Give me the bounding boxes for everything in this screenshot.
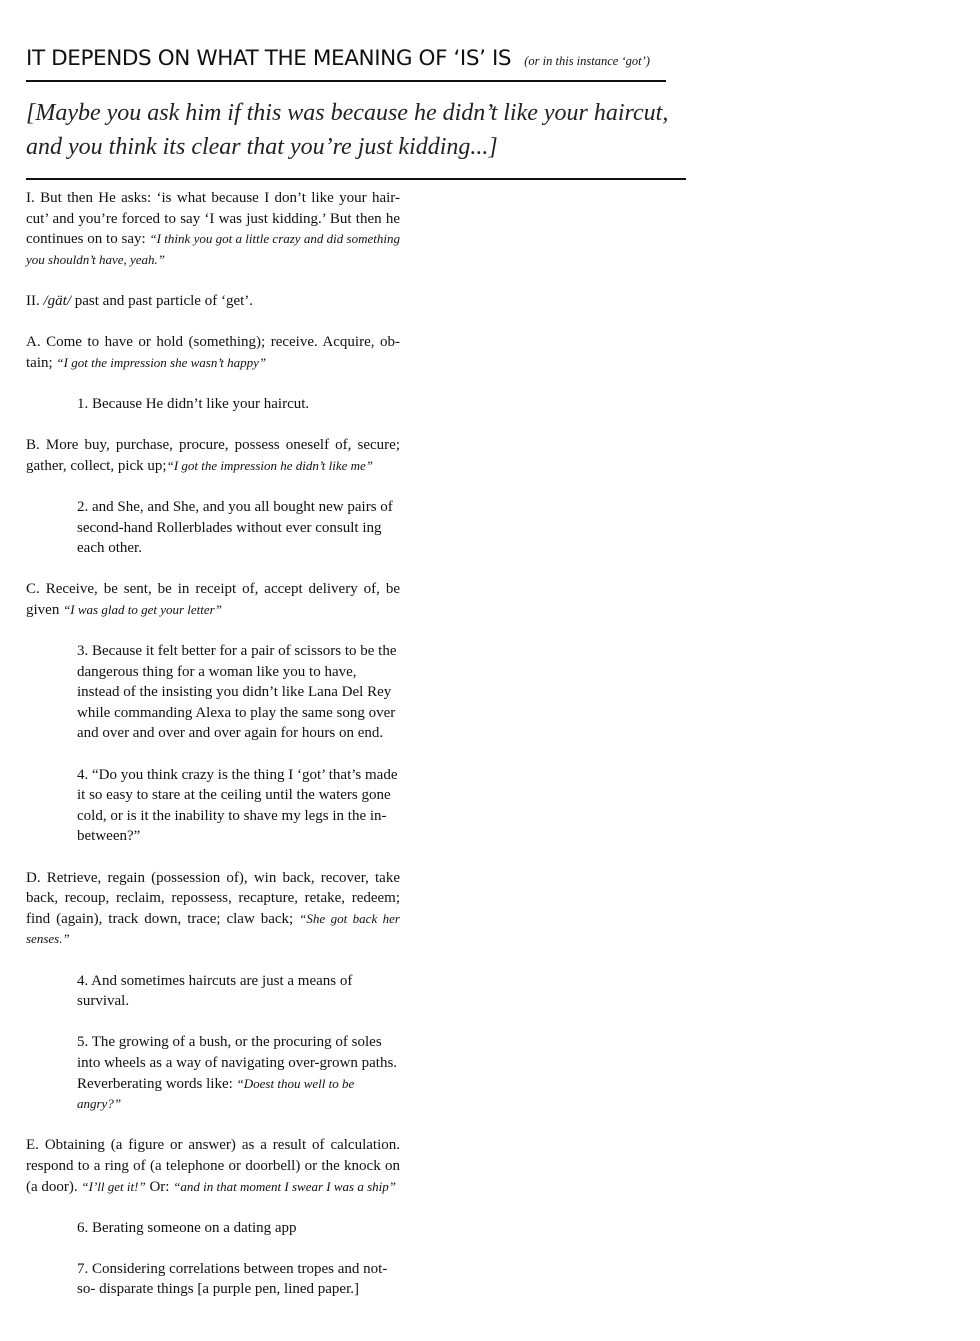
list-item: 4. And sometimes haircuts are just a means of survival.	[77, 972, 353, 1010]
section-i-quote: “I think you got a little crazy and did something you shouldn’t have, yeah.”	[26, 231, 400, 267]
list-item: 7. Considering correlations between tropes and not-so- disparate things [a purple pen, lined paper.]	[77, 1260, 388, 1298]
body-text	[26, 188, 400, 1321]
list-item-quote: “Doest thou well to be angry?”	[77, 1075, 355, 1112]
section-b-quote: “I got the impression he didn’t like me”	[166, 457, 374, 473]
section-a-list	[77, 394, 400, 415]
list-item: 1. Because He didn’t like your haircut.	[77, 395, 310, 412]
section-c-text: C. Receive, be sent, be in receipt of, accept delivery of, be given	[26, 581, 400, 618]
list-item: 4. “Do you think crazy is the thing I ‘got’ that’s made it so easy to stare at the ceiling until the waters gone cold, or is it the inability to shave my legs in the in- between?”	[77, 766, 398, 845]
section-i-text: I. But then He asks: ‘is what because I don’t like your hair-cut’ and you’re forced to say ‘I was just kidding.’ But then he continues on to say:	[26, 190, 400, 248]
section-ii	[26, 291, 400, 312]
section-b	[26, 435, 400, 476]
top-divider	[26, 80, 666, 82]
section-e-list	[77, 1218, 400, 1300]
section-d	[26, 868, 400, 950]
list-item: 6. Berating someone on a dating app	[77, 1219, 297, 1236]
section-i	[26, 188, 400, 270]
section-e	[26, 1135, 400, 1197]
section-e-mid: Or:	[145, 1178, 174, 1195]
section-ii-text: past and past particle of ‘get’.	[71, 292, 254, 309]
section-d-list	[77, 971, 400, 1115]
section-a	[26, 332, 400, 373]
section-a-text: A. Come to have or hold (something); receive. Acquire, ob-tain;	[26, 334, 400, 371]
header	[26, 46, 666, 71]
list-item: 2. and She, and She, and you all bought new pairs of second-hand Rollerblades without ever consult ing each other.	[77, 498, 393, 557]
section-e-text: E. Obtaining (a figure or answer) as a result of calculation. respond to a ring of (a telephone or doorbell) or the knock on (a door).	[26, 1137, 400, 1195]
section-c	[26, 579, 400, 620]
section-a-quote: “I got the impression she wasn’t happy”	[56, 354, 267, 370]
section-b-list	[77, 497, 400, 559]
pronunciation: /gät/	[43, 292, 72, 309]
list-item	[77, 1032, 400, 1114]
section-c-quote: “I was glad to get your letter”	[63, 601, 222, 617]
section-c-list	[77, 641, 400, 847]
list-item-text: 5. The growing of a bush, or the procuring of soles into wheels as a way of navigating over-grown paths. Reverberating words like:	[77, 1034, 398, 1092]
section-divider	[26, 178, 686, 180]
page-title: IT DEPENDS ON WHAT THE MEANING OF ‘IS’ IS	[26, 46, 512, 71]
subtitle: [Maybe you ask him if this was because he didn’t like your haircut, and you think its clear that you’re just kidding...]	[26, 100, 669, 160]
section-e-quote-2: “and in that moment I swear I was a ship”	[173, 1178, 397, 1194]
list-item: 3. Because it felt better for a pair of scissors to be the dangerous thing for a woman like you to have, instead of the insisting you didn’t like Lana Del Rey while commanding Alexa to play the same song over and over and over and over again for hours on end.	[77, 643, 397, 742]
section-d-quote: “She got back her senses.”	[26, 910, 400, 947]
section-e-quote-1: “I’ll get it!”	[81, 1178, 146, 1194]
section-b-text: B. More buy, purchase, procure, possess oneself of, secure; gather, collect, pick up;	[26, 437, 400, 474]
section-ii-numeral: II.	[26, 292, 44, 309]
title-note: (or in this instance ‘got’)	[524, 54, 650, 68]
section-d-text: D. Retrieve, regain (possession of), win back, recover, take back, recoup, reclaim, repossess, recapture, retake, redeem; find (again), track down, trace; claw back;	[26, 869, 400, 927]
